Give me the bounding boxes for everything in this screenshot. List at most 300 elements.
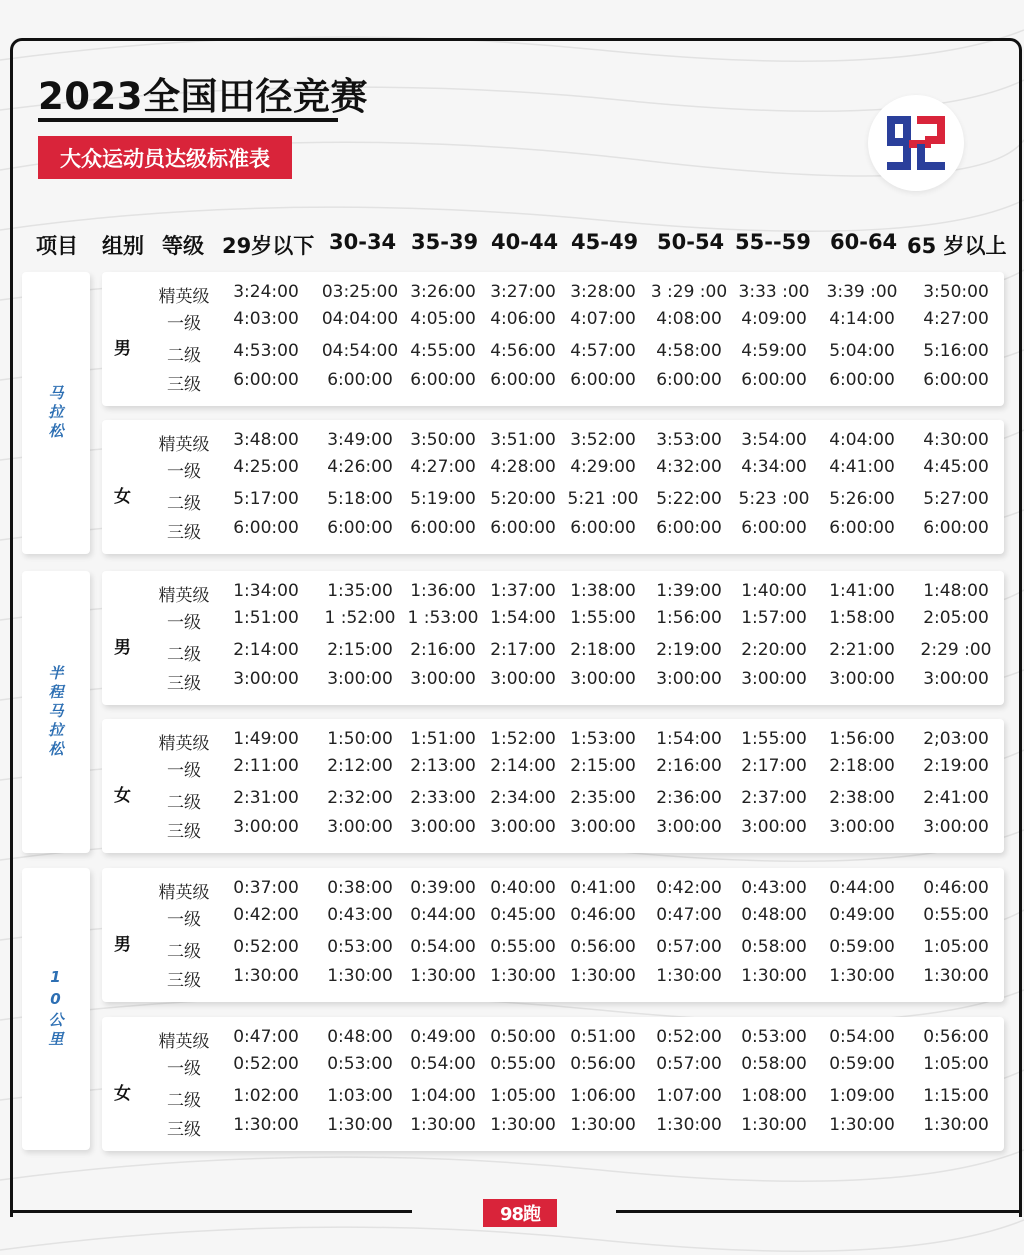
time-cell: 3:00:00 [410,669,476,689]
table-row [102,937,1004,963]
time-cell: 04:54:00 [321,341,399,361]
time-cell: 6:00:00 [741,518,807,538]
time-cell: 3 :29 :00 [650,282,728,302]
time-cell: 2:20:00 [741,640,807,660]
table-row [102,457,1004,483]
time-cell: 3:00:00 [327,817,393,837]
table-row [102,756,1004,782]
time-cell: 1:54:00 [490,608,556,628]
time-cell: 0:44:00 [410,905,476,925]
time-cell: 2:19:00 [656,640,722,660]
time-cell: 0:46:00 [923,878,989,898]
header-age-40-44: 40-44 [491,230,559,254]
time-cell: 1:30:00 [233,966,299,986]
time-cell: 4:45:00 [923,457,989,477]
time-cell: 0:58:00 [741,1054,807,1074]
time-cell: 03:25:00 [321,282,399,302]
time-cell: 5:26:00 [829,489,895,509]
time-cell: 5:21 :00 [567,489,639,509]
time-cell: 3:00:00 [923,817,989,837]
time-cell: 2:14:00 [490,756,556,776]
frame-divider-left [10,1210,412,1213]
time-cell: 1:04:00 [410,1086,476,1106]
time-cell: 4:25:00 [233,457,299,477]
time-cell: 0:57:00 [656,937,722,957]
table-row [102,282,1004,308]
header-age-under-29: 29岁以下 [222,234,315,258]
time-cell: 3:48:00 [233,430,299,450]
time-cell: 0:42:00 [233,905,299,925]
time-cell: 1:30:00 [923,966,989,986]
table-row [102,905,1004,931]
time-cell: 0:59:00 [829,937,895,957]
time-cell: 3:00:00 [829,817,895,837]
time-cell: 1:51:00 [410,729,476,749]
time-cell: 1:53:00 [570,729,636,749]
time-cell: 3:49:00 [327,430,393,450]
level-label: 一级 [167,761,201,781]
gender-group-card [102,272,1004,406]
time-cell: 1:05:00 [923,1054,989,1074]
time-cell: 1:30:00 [327,1115,393,1135]
time-cell: 0:44:00 [829,878,895,898]
time-cell: 2:12:00 [327,756,393,776]
table-row [102,1027,1004,1053]
time-cell: 2:38:00 [829,788,895,808]
time-cell: 3:00:00 [233,669,299,689]
time-cell: 0:58:00 [741,937,807,957]
time-cell: 5:04:00 [829,341,895,361]
time-cell: 5:23 :00 [738,489,810,509]
time-cell: 3:51:00 [490,430,556,450]
time-cell: 6:00:00 [490,370,556,390]
time-cell: 2;03:00 [923,729,989,749]
level-label: 精英级 [158,586,210,606]
time-cell: 0:50:00 [490,1027,556,1047]
time-cell: 0:56:00 [570,937,636,957]
table-row [102,489,1004,515]
time-cell: 2:35:00 [570,788,636,808]
time-cell: 6:00:00 [233,518,299,538]
time-cell: 6:00:00 [656,370,722,390]
time-cell: 6:00:00 [327,518,393,538]
time-cell: 4:32:00 [656,457,722,477]
time-cell: 0:52:00 [233,1054,299,1074]
time-cell: 1:03:00 [327,1086,393,1106]
time-cell: 0:40:00 [490,878,556,898]
header-age-50-54: 50-54 [657,230,725,254]
time-cell: 0:43:00 [741,878,807,898]
time-cell: 1:06:00 [570,1086,636,1106]
level-label: 一级 [167,314,201,334]
header-age-65-plus: 65 岁以上 [907,234,1007,258]
time-cell: 1:30:00 [741,966,807,986]
level-label: 精英级 [158,883,210,903]
gender-group-card [102,420,1004,554]
time-cell: 4:04:00 [829,430,895,450]
level-label: 三级 [167,1120,201,1140]
time-cell: 1:38:00 [570,581,636,601]
time-cell: 2:36:00 [656,788,722,808]
table-row [102,430,1004,456]
time-cell: 2:33:00 [410,788,476,808]
time-cell: 0:55:00 [923,905,989,925]
time-cell: 3:52:00 [570,430,636,450]
time-cell: 1:50:00 [327,729,393,749]
time-cell: 2:11:00 [233,756,299,776]
time-cell: 4:34:00 [741,457,807,477]
time-cell: 1:52:00 [490,729,556,749]
header-level: 等级 [162,234,204,258]
event-card-marathon [22,272,90,554]
time-cell: 1:34:00 [233,581,299,601]
time-cell: 0:49:00 [829,905,895,925]
time-cell: 1:30:00 [570,966,636,986]
time-cell: 2:34:00 [490,788,556,808]
time-cell: 0:57:00 [656,1054,722,1074]
time-cell: 4:56:00 [490,341,556,361]
time-cell: 1:30:00 [490,1115,556,1135]
time-cell: 1:02:00 [233,1086,299,1106]
time-cell: 3:39 :00 [826,282,898,302]
level-label: 二级 [167,1091,201,1111]
table-row [102,608,1004,634]
time-cell: 0:59:00 [829,1054,895,1074]
time-cell: 1:05:00 [923,937,989,957]
time-cell: 2:13:00 [410,756,476,776]
time-cell: 5:27:00 [923,489,989,509]
gender-group-card [102,1017,1004,1151]
time-cell: 4:03:00 [233,309,299,329]
time-cell: 5:16:00 [923,341,989,361]
time-cell: 0:56:00 [570,1054,636,1074]
table-row [102,518,1004,544]
table-row [102,1086,1004,1112]
time-cell: 1:30:00 [923,1115,989,1135]
time-cell: 1:55:00 [570,608,636,628]
time-cell: 0:42:00 [656,878,722,898]
time-cell: 0:47:00 [233,1027,299,1047]
table-row [102,669,1004,695]
time-cell: 3:50:00 [410,430,476,450]
time-cell: 2:15:00 [570,756,636,776]
time-cell: 4:27:00 [923,309,989,329]
time-cell: 1:08:00 [741,1086,807,1106]
table-row [102,581,1004,607]
time-cell: 2:41:00 [923,788,989,808]
gender-label: 男 [114,935,131,955]
level-label: 二级 [167,346,201,366]
time-cell: 0:55:00 [490,1054,556,1074]
table-row [102,788,1004,814]
header-age-55-59: 55--59 [735,230,811,254]
level-label: 二级 [167,942,201,962]
time-cell: 1:48:00 [923,581,989,601]
time-cell: 1:30:00 [233,1115,299,1135]
98pao-logo-icon [483,1199,557,1227]
gender-label: 女 [114,786,131,806]
time-cell: 4:07:00 [570,309,636,329]
time-cell: 1:30:00 [490,966,556,986]
level-label: 二级 [167,645,201,665]
table-row [102,640,1004,666]
time-cell: 3:00:00 [490,817,556,837]
title-underline [38,118,338,122]
table-header [0,230,1024,264]
table-row [102,1115,1004,1141]
time-cell: 4:06:00 [490,309,556,329]
time-cell: 2:16:00 [410,640,476,660]
level-label: 二级 [167,494,201,514]
time-cell: 4:53:00 [233,341,299,361]
level-label: 精英级 [158,734,210,754]
time-cell: 2:18:00 [570,640,636,660]
gender-label: 女 [114,487,131,507]
time-cell: 0:52:00 [233,937,299,957]
level-label: 三级 [167,971,201,991]
time-cell: 3:53:00 [656,430,722,450]
time-cell: 1:49:00 [233,729,299,749]
level-label: 精英级 [158,1032,210,1052]
time-cell: 3:00:00 [741,669,807,689]
time-cell: 6:00:00 [410,518,476,538]
level-label: 三级 [167,523,201,543]
time-cell: 1:35:00 [327,581,393,601]
time-cell: 4:27:00 [410,457,476,477]
time-cell: 0:52:00 [656,1027,722,1047]
time-cell: 0:41:00 [570,878,636,898]
92-logo-icon [868,95,964,191]
time-cell: 0:48:00 [741,905,807,925]
time-cell: 0:53:00 [327,937,393,957]
time-cell: 0:54:00 [410,1054,476,1074]
time-cell: 5:20:00 [490,489,556,509]
gender-label: 男 [114,638,131,658]
time-cell: 0:47:00 [656,905,722,925]
time-cell: 6:00:00 [233,370,299,390]
time-cell: 5:17:00 [233,489,299,509]
time-cell: 2:19:00 [923,756,989,776]
time-cell: 1:40:00 [741,581,807,601]
time-cell: 3:50:00 [923,282,989,302]
time-cell: 5:22:00 [656,489,722,509]
time-cell: 4:14:00 [829,309,895,329]
level-label: 二级 [167,793,201,813]
level-label: 精英级 [158,287,210,307]
header-age-30-34: 30-34 [329,230,397,254]
time-cell: 1:30:00 [410,966,476,986]
time-cell: 3:00:00 [410,817,476,837]
time-cell: 1:54:00 [656,729,722,749]
time-cell: 1:30:00 [570,1115,636,1135]
time-cell: 6:00:00 [923,518,989,538]
time-cell: 2:37:00 [741,788,807,808]
time-cell: 6:00:00 [570,370,636,390]
table-row [102,966,1004,992]
time-cell: 6:00:00 [570,518,636,538]
time-cell: 4:57:00 [570,341,636,361]
gender-group-card [102,868,1004,1002]
time-cell: 0:54:00 [410,937,476,957]
time-cell: 0:53:00 [327,1054,393,1074]
time-cell: 04:04:00 [321,309,399,329]
level-label: 一级 [167,462,201,482]
time-cell: 3:00:00 [327,669,393,689]
time-cell: 2:05:00 [923,608,989,628]
time-cell: 3:00:00 [656,669,722,689]
time-cell: 4:08:00 [656,309,722,329]
event-card-half-marathon [22,571,90,853]
time-cell: 0:37:00 [233,878,299,898]
event-label: 半程马拉松 [46,664,65,760]
gender-label: 女 [114,1084,131,1104]
time-cell: 0:46:00 [570,905,636,925]
time-cell: 3:00:00 [741,817,807,837]
time-cell: 3:26:00 [410,282,476,302]
time-cell: 0:51:00 [570,1027,636,1047]
page-title: 2023全国田径竞赛 [38,75,368,118]
time-cell: 4:29:00 [570,457,636,477]
time-cell: 3:00:00 [490,669,556,689]
time-cell: 1:30:00 [741,1115,807,1135]
time-cell: 6:00:00 [656,518,722,538]
time-cell: 1:05:00 [490,1086,556,1106]
header-group: 组别 [102,234,144,258]
time-cell: 6:00:00 [923,370,989,390]
time-cell: 4:41:00 [829,457,895,477]
level-label: 一级 [167,613,201,633]
time-cell: 3:00:00 [570,817,636,837]
table-row [102,370,1004,396]
header-age-35-39: 35-39 [411,230,479,254]
frame-divider-right [616,1210,1019,1213]
time-cell: 1 :53:00 [407,608,479,628]
time-cell: 4:59:00 [741,341,807,361]
time-cell: 4:30:00 [923,430,989,450]
time-cell: 4:05:00 [410,309,476,329]
event-card-10km [22,868,90,1150]
time-cell: 2:15:00 [327,640,393,660]
time-cell: 1:37:00 [490,581,556,601]
table-row [102,341,1004,367]
subtitle-banner: 大众运动员达级标准表 [38,136,292,179]
level-label: 三级 [167,674,201,694]
gender-group-card [102,571,1004,705]
time-cell: 1:39:00 [656,581,722,601]
time-cell: 4:26:00 [327,457,393,477]
time-cell: 1:57:00 [741,608,807,628]
header-age-45-49: 45-49 [571,230,639,254]
time-cell: 5:18:00 [327,489,393,509]
time-cell: 2:16:00 [656,756,722,776]
level-label: 精英级 [158,435,210,455]
time-cell: 3:27:00 [490,282,556,302]
time-cell: 1:36:00 [410,581,476,601]
time-cell: 0:43:00 [327,905,393,925]
time-cell: 1:56:00 [829,729,895,749]
time-cell: 3:00:00 [233,817,299,837]
time-cell: 3:28:00 [570,282,636,302]
gender-label: 男 [114,339,131,359]
time-cell: 6:00:00 [741,370,807,390]
time-cell: 2:17:00 [741,756,807,776]
time-cell: 1:30:00 [327,966,393,986]
time-cell: 0:39:00 [410,878,476,898]
time-cell: 1:41:00 [829,581,895,601]
time-cell: 2:21:00 [829,640,895,660]
time-cell: 4:28:00 [490,457,556,477]
time-cell: 5:19:00 [410,489,476,509]
time-cell: 6:00:00 [327,370,393,390]
time-cell: 3:00:00 [656,817,722,837]
time-cell: 1:58:00 [829,608,895,628]
time-cell: 2:32:00 [327,788,393,808]
time-cell: 4:09:00 [741,309,807,329]
time-cell: 0:56:00 [923,1027,989,1047]
time-cell: 3:33 :00 [738,282,810,302]
level-label: 一级 [167,910,201,930]
gender-group-card [102,719,1004,853]
level-label: 三级 [167,822,201,842]
time-cell: 3:00:00 [829,669,895,689]
time-cell: 4:55:00 [410,341,476,361]
time-cell: 1:30:00 [829,966,895,986]
time-cell: 6:00:00 [829,518,895,538]
time-cell: 6:00:00 [490,518,556,538]
time-cell: 2:29 :00 [920,640,992,660]
table-row [102,729,1004,755]
event-label: 10公里 [46,968,65,1050]
table-row [102,817,1004,843]
time-cell: 1:51:00 [233,608,299,628]
header-age-60-64: 60-64 [830,230,898,254]
time-cell: 3:00:00 [570,669,636,689]
table-row [102,1054,1004,1080]
time-cell: 2:18:00 [829,756,895,776]
time-cell: 1:30:00 [656,966,722,986]
time-cell: 0:53:00 [741,1027,807,1047]
time-cell: 1:30:00 [829,1115,895,1135]
time-cell: 0:49:00 [410,1027,476,1047]
time-cell: 0:38:00 [327,878,393,898]
time-cell: 1:07:00 [656,1086,722,1106]
time-cell: 1:30:00 [410,1115,476,1135]
level-label: 三级 [167,375,201,395]
time-cell: 0:48:00 [327,1027,393,1047]
time-cell: 1:15:00 [923,1086,989,1106]
time-cell: 3:00:00 [923,669,989,689]
time-cell: 0:54:00 [829,1027,895,1047]
time-cell: 2:31:00 [233,788,299,808]
time-cell: 3:24:00 [233,282,299,302]
table-row [102,878,1004,904]
event-label: 马拉松 [46,384,65,442]
time-cell: 6:00:00 [829,370,895,390]
time-cell: 1:30:00 [656,1115,722,1135]
time-cell: 2:17:00 [490,640,556,660]
level-label: 一级 [167,1059,201,1079]
footer-logo-text: 98跑 [499,1204,541,1225]
time-cell: 0:45:00 [490,905,556,925]
time-cell: 0:55:00 [490,937,556,957]
time-cell: 1:55:00 [741,729,807,749]
time-cell: 2:14:00 [233,640,299,660]
header-event: 项目 [36,234,78,258]
time-cell: 1:09:00 [829,1086,895,1106]
time-cell: 1 :52:00 [324,608,396,628]
time-cell: 6:00:00 [410,370,476,390]
table-row [102,309,1004,335]
